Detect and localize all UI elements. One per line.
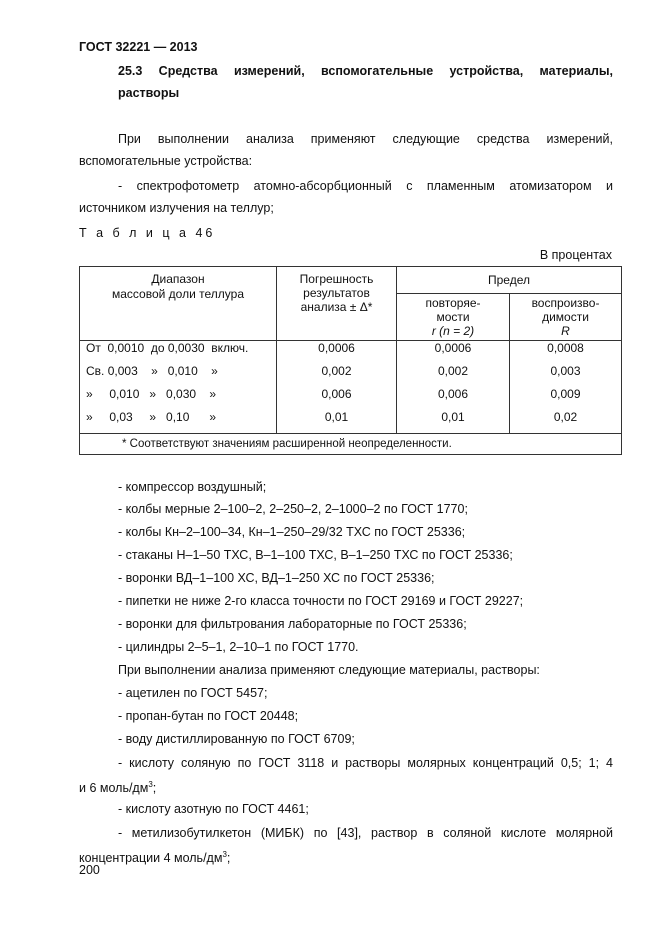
spectrophotometer-item: [79, 175, 613, 219]
section-heading: [118, 60, 613, 104]
header-error: [277, 267, 397, 341]
row-repeatability: 0,01: [397, 410, 510, 434]
intro-line2: вспомогательные устройства:: [79, 154, 253, 168]
page-number: 200: [79, 863, 100, 877]
row-error: 0,002: [277, 364, 397, 387]
header-repro-line1: воспроизво-: [531, 296, 600, 310]
header-rep-line2: мости: [436, 310, 470, 324]
list-item: - стаканы Н–1–50 ТХС, В–1–100 ТХС, В–1–250 ТХС по ГОСТ 25336;: [118, 548, 513, 562]
table-row: [80, 341, 622, 365]
hcl-item: [79, 752, 613, 799]
header-repro-line2: димости: [542, 310, 589, 324]
list-item: - цилиндры 2–5–1, 2–10–1 по ГОСТ 1770.: [118, 640, 359, 654]
row-range: От 0,0010 до 0,0030 включ.: [80, 341, 277, 365]
list-item: - пипетки не ниже 2-го класса точности по ГОСТ 29169 и ГОСТ 29227;: [118, 594, 524, 608]
list-item: - воронки для фильтрования лабораторные по ГОСТ 25336;: [118, 617, 467, 631]
list-item: - кислоту азотную по ГОСТ 4461;: [118, 802, 309, 816]
list-item: - колбы мерные 2–100–2, 2–250–2, 2–1000–2 по ГОСТ 1770;: [118, 502, 468, 516]
row-reproducibility: 0,003: [510, 364, 622, 387]
row-range: Св. 0,003 » 0,010 »: [80, 364, 277, 387]
header-reproducibility: [510, 294, 622, 341]
header-range-line1: Диапазон: [151, 272, 205, 286]
table-footnote: * Соответствуют значениям расширенной неопределенности.: [80, 434, 622, 455]
header-range: [80, 267, 277, 341]
row-reproducibility: 0,009: [510, 387, 622, 410]
intro-line1: При выполнении анализа применяют следующие средства измерений,: [118, 132, 613, 146]
section-heading-line2: растворы: [118, 86, 180, 100]
header-error-line2: результатов: [303, 286, 370, 300]
header-error-line1: Погрешность: [299, 272, 374, 286]
row-range: » 0,03 » 0,10 »: [80, 410, 277, 434]
tellurium-precision-table: [79, 266, 622, 455]
header-range-line2: массовой доли теллура: [112, 287, 244, 301]
row-repeatability: 0,0006: [397, 341, 510, 365]
row-repeatability: 0,006: [397, 387, 510, 410]
table-caption: Т а б л и ц а 46: [79, 226, 216, 240]
mibk-line1: - метилизобутилкетон (МИБК) по [43], раствор в соляной кислоте молярной: [118, 826, 613, 840]
row-error: 0,01: [277, 410, 397, 434]
table-unit: В процентах: [539, 248, 612, 262]
item1-line1: - спектрофотометр атомно-абсорбционный с пламенным атомизатором и: [118, 179, 613, 193]
row-range: » 0,010 » 0,030 »: [80, 387, 277, 410]
list-item: - ацетилен по ГОСТ 5457;: [118, 686, 268, 700]
header-rep-line3: r (n = 2): [431, 324, 475, 338]
list-item: - компрессор воздушный;: [118, 480, 267, 494]
hcl-line2: и 6 моль/$дм^3$;: [79, 780, 157, 796]
table-row: [80, 364, 622, 387]
row-error: 0,006: [277, 387, 397, 410]
list-item: - пропан-бутан по ГОСТ 20448;: [118, 709, 299, 723]
standard-header: ГОСТ 32221 — 2013: [79, 40, 198, 54]
header-rep-line1: повторяе-: [425, 296, 481, 310]
materials-intro: При выполнении анализа применяют следующие материалы, растворы:: [118, 663, 540, 677]
row-reproducibility: 0,02: [510, 410, 622, 434]
section-heading-line1: 25.3 Средства измерений, вспомогательные устройства, материалы,: [118, 64, 613, 78]
intro-paragraph: [79, 128, 613, 172]
list-item: - воронки ВД–1–100 ХС, ВД–1–250 ХС по ГОСТ 25336;: [118, 571, 435, 585]
table-row: [80, 387, 622, 410]
hcl-line1: - кислоту соляную по ГОСТ 3118 и растворы молярных концентраций 0,5; 1; 4: [118, 756, 613, 770]
mibk-item: [79, 822, 613, 869]
item1-line2: источником излучения на теллур;: [79, 201, 274, 215]
header-limit: Предел: [397, 267, 622, 294]
mibk-line2: концентрации 4 моль/$дм^3$;: [79, 850, 231, 866]
header-repeatability: [397, 294, 510, 341]
row-error: 0,0006: [277, 341, 397, 365]
table-row: [80, 410, 622, 434]
list-item: - колбы Кн–2–100–34, Кн–1–250–29/32 ТХС по ГОСТ 25336;: [118, 525, 466, 539]
list-item: - воду дистиллированную по ГОСТ 6709;: [118, 732, 355, 746]
row-reproducibility: 0,0008: [510, 341, 622, 365]
row-repeatability: 0,002: [397, 364, 510, 387]
header-repro-line3: R: [561, 324, 570, 338]
header-error-line3: анализа ± Δ*: [300, 300, 373, 314]
